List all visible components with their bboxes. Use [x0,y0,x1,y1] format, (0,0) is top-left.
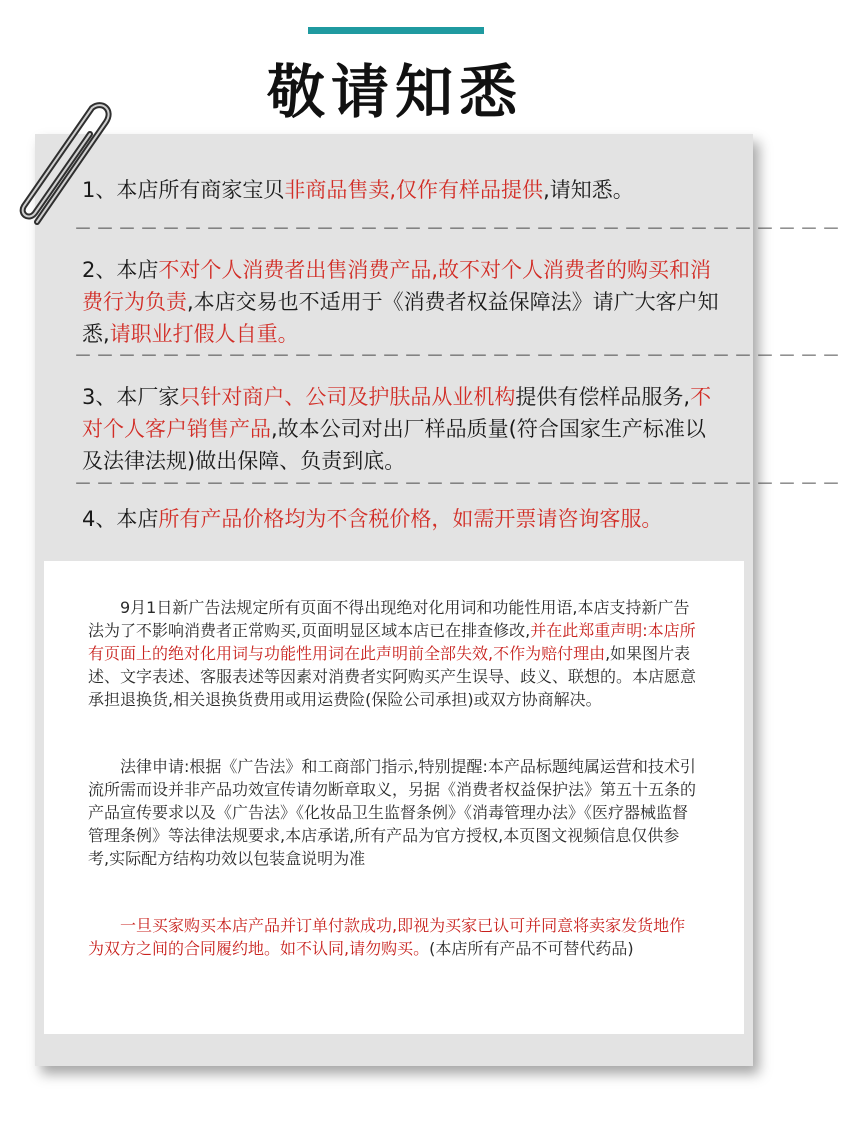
notice-item-4: 4、本店所有产品价格均为不含税价格，如需开票请咨询客服。 [82,507,663,531]
disclaimer-paragraph-3: 一旦买家购买本店产品并订单付款成功,即视为买家已认可并同意将卖家发货地作为双方之间的合同履约地。如不认同,请勿购买。(本店所有产品不可替代药品) [88,916,686,958]
notice-item-3: 3、本厂家只针对商户、公司及护肤品从业机构提供有偿样品服务,不对个人客户销售产品,故本公司对出厂样品质量(符合国家生产标准以及法律法规)做出保障、负责到底。 [82,385,712,473]
disclaimer-paragraph-1: 9月1日新广告法规定所有页面不得出现绝对化用词和功能性用语,本店支持新广告法为了不影响消费者正常购买,页面明显区域本店已在排查修改,并在此郑重声明:本店所有页面上的绝对化用词与功能性用词在此声明前全部失效,不作为赔付理由,如果图片表述、文字表述、客服表述等因素对消费者实阿购买产生误导、歧义、联想的。本店愿意承担退换货,相关退换货费用或用运费险(保险公司承担)或双方协商解决。 [88,598,697,709]
divider: －－－－－－－－－－－－－－－－－－－－－－－－－－－－－－－－－－－ [74,219,844,240]
divider: －－－－－－－－－－－－－－－－－－－－－－－－－－－－－－－－－－－ [74,346,844,367]
notice-item-1: 1、本店所有商家宝贝非商品售卖,仅作有样品提供,请知悉。 [82,178,634,202]
paperclip-icon [2,98,118,228]
notice-item-2: 2、本店不对个人消费者出售消费产品,故不对个人消费者的购买和消费行为负责,本店交易也不适用于《消费者权益保障法》请广大客户知悉,请职业打假人自重。 [82,258,719,346]
disclaimer-paragraph-2: 法律申请:根据《广告法》和工商部门指示,特别提醒:本产品标题纯属运营和技术引流所需而设并非产品功效宣传请勿断章取义，另据《消费者权益保护法》第五十五条的产品宣传要求以及《广告法》《化妆品卫生监督条例》《消毒管理办法》《医疗器械监督管理条例》等法律法规要求,本店承诺,所有产品为官方授权,本页图文视频信息仅供参考,实际配方结构功效以包装盒说明为准 [88,757,697,868]
page-title: 敬请知悉 [266,58,523,126]
divider: －－－－－－－－－－－－－－－－－－－－－－－－－－－－－－－－－－－ [74,474,844,495]
title-accent-bar [308,27,484,34]
